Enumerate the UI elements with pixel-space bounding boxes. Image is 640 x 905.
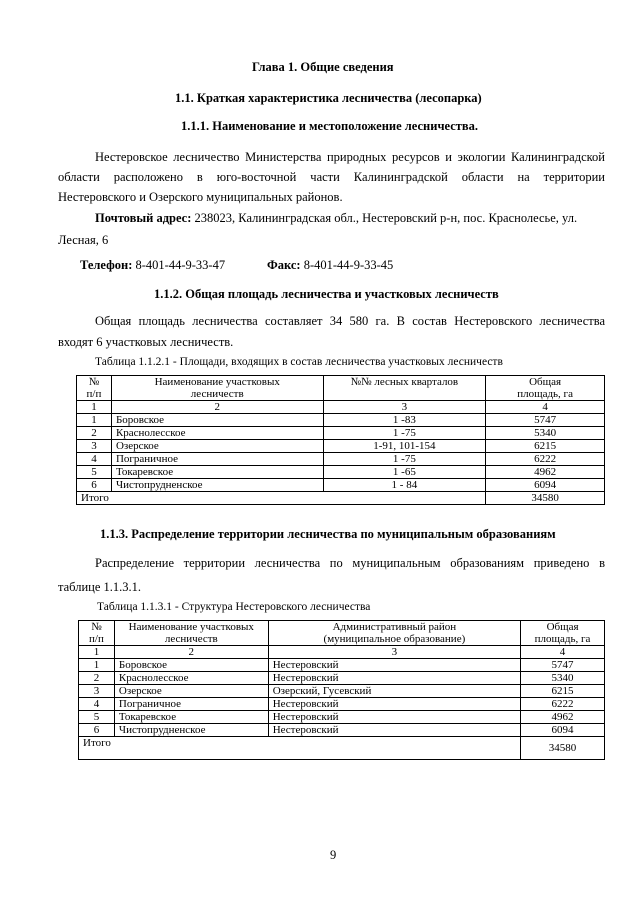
table-row (79, 698, 605, 711)
table2-header-area: Общая площадь, га (521, 621, 605, 646)
table1-cell-num: 4 (77, 453, 112, 466)
table2-index-cell: 4 (521, 646, 605, 659)
table-row (77, 466, 605, 479)
table2-cell-area: 6215 (521, 685, 605, 698)
table2-cell-admin: Нестеровский (268, 698, 520, 711)
table2-header-num: № п/п (79, 621, 115, 646)
postal-address (95, 211, 577, 226)
table-1-1-3-1 (78, 620, 605, 760)
table-row (79, 711, 605, 724)
para1-line2: области расположено в юго-восточной части Калининградской области на территории (58, 170, 605, 184)
table2-cell-area: 5340 (521, 672, 605, 685)
table2-cell-num: 1 (79, 659, 115, 672)
phone-label: Телефон: (80, 258, 133, 272)
table2-index-row (79, 646, 605, 659)
table1-index-cell: 3 (323, 401, 486, 414)
table1-cell-area: 6215 (486, 440, 605, 453)
para3-line2: таблице 1.1.3.1. (58, 580, 142, 594)
table1-cell-name: Краснолесское (111, 427, 323, 440)
fax-label: Факс: (267, 258, 301, 272)
para2-line2: входят 6 участковых лесничеств. (58, 335, 234, 349)
table1-total-row (77, 492, 605, 505)
table2-cell-name: Чистопрудненское (114, 724, 268, 737)
table-row (77, 440, 605, 453)
table2-cell-num: 5 (79, 711, 115, 724)
table1-cell-num: 5 (77, 466, 112, 479)
table2-cell-admin: Нестеровский (268, 711, 520, 724)
table1-cell-quarters: 1 -83 (323, 414, 486, 427)
table-row (77, 414, 605, 427)
table-row (79, 685, 605, 698)
table1-index-cell: 4 (486, 401, 605, 414)
table2-cell-num: 6 (79, 724, 115, 737)
table2-index-cell: 2 (114, 646, 268, 659)
phone (80, 258, 225, 273)
section-1-1-3-heading: 1.1.3. Распределение территории лесничества по муниципальным образованиям (100, 527, 556, 541)
table1-header-area: Общая площадь, га (486, 376, 605, 401)
postal-label: Почтовый адрес: (95, 211, 192, 225)
table1-cell-quarters: 1 -75 (323, 427, 486, 440)
table1-cell-quarters: 1 -65 (323, 466, 486, 479)
postal-address-line2: Лесная, 6 (58, 233, 109, 247)
table-row (77, 427, 605, 440)
table2-cell-num: 4 (79, 698, 115, 711)
table1-cell-num: 1 (77, 414, 112, 427)
table1-cell-name: Токаревское (111, 466, 323, 479)
postal-value: 238023, Калининградская обл., Нестеровский р-н, пос. Краснолесье, ул. (191, 211, 578, 225)
table2-index-cell: 3 (268, 646, 520, 659)
table2-cell-area: 5747 (521, 659, 605, 672)
chapter-title: Глава 1. Общие сведения (252, 60, 394, 74)
table-row (79, 672, 605, 685)
table2-cell-name: Пограничное (114, 698, 268, 711)
table2-cell-name: Боровское (114, 659, 268, 672)
table1-cell-area: 6094 (486, 479, 605, 492)
para1-line1: Нестеровское лесничество Министерства природных ресурсов и экологии Калининградской (95, 150, 605, 164)
para3-line1: Распределение территории лесничества по муниципальным образованиям приведено в (95, 556, 605, 570)
table1-cell-name: Боровское (111, 414, 323, 427)
para2-line1: Общая площадь лесничества составляет 34 580 га. В состав Нестеровского лесничества (95, 314, 605, 328)
table1-cell-num: 2 (77, 427, 112, 440)
table1-cell-num: 6 (77, 479, 112, 492)
section-1-1-1-heading: 1.1.1. Наименование и местоположение лесничества. (181, 119, 479, 133)
table1-cell-area: 5340 (486, 427, 605, 440)
table1-cell-area: 6222 (486, 453, 605, 466)
table1-total-value: 34580 (486, 492, 605, 505)
table2-cell-num: 3 (79, 685, 115, 698)
table2-caption: Таблица 1.1.3.1 - Структура Нестеровского лесничества (97, 601, 371, 613)
table2-cell-name: Озерское (114, 685, 268, 698)
table2-total-label: Итого (79, 737, 521, 760)
table2-cell-area: 6222 (521, 698, 605, 711)
table1-header-quarters: №№ лесных кварталов (323, 376, 486, 401)
table2-cell-admin: Озерский, Гусевский (268, 685, 520, 698)
page-number: 9 (330, 848, 337, 862)
table2-index-cell: 1 (79, 646, 115, 659)
table1-cell-name: Озерское (111, 440, 323, 453)
table1-header-row (77, 376, 605, 401)
table2-cell-num: 2 (79, 672, 115, 685)
table1-total-label: Итого (77, 492, 486, 505)
table2-cell-name: Краснолесское (114, 672, 268, 685)
table1-index-row (77, 401, 605, 414)
table1-cell-name: Пограничное (111, 453, 323, 466)
table-row (79, 659, 605, 672)
table2-cell-admin: Нестеровский (268, 724, 520, 737)
table1-caption: Таблица 1.1.2.1 - Площади, входящих в состав лесничества участковых лесничеств (95, 356, 503, 368)
table-row (77, 479, 605, 492)
section-1-1-heading: 1.1. Краткая характеристика лесничества (лесопарка) (175, 91, 482, 105)
section-1-1-2-heading: 1.1.2. Общая площадь лесничества и участковых лесничеств (154, 287, 499, 301)
table2-header-row (79, 621, 605, 646)
table1-cell-quarters: 1 - 84 (323, 479, 486, 492)
table2-cell-area: 6094 (521, 724, 605, 737)
table1-cell-area: 5747 (486, 414, 605, 427)
table1-cell-area: 4962 (486, 466, 605, 479)
table2-total-value: 34580 (521, 737, 605, 760)
table1-header-num: № п/п (77, 376, 112, 401)
fax (267, 258, 393, 273)
table1-cell-quarters: 1-91, 101-154 (323, 440, 486, 453)
table2-cell-name: Токаревское (114, 711, 268, 724)
table2-total-row (79, 737, 605, 760)
fax-value: 8-401-44-9-33-45 (300, 258, 394, 272)
table2-header-name: Наименование участковых лесничеств (114, 621, 268, 646)
table-row (77, 453, 605, 466)
table1-index-cell: 2 (111, 401, 323, 414)
para1-line3: Нестеровского и Озерского муниципальных районов. (58, 190, 343, 204)
table1-cell-name: Чистопрудненское (111, 479, 323, 492)
phone-value: 8-401-44-9-33-47 (132, 258, 226, 272)
table2-cell-admin: Нестеровский (268, 659, 520, 672)
table1-cell-quarters: 1 -75 (323, 453, 486, 466)
table2-cell-area: 4962 (521, 711, 605, 724)
table1-header-name: Наименование участковых лесничеств (111, 376, 323, 401)
table2-header-admin: Административный район (муниципальное образование) (268, 621, 520, 646)
table1-index-cell: 1 (77, 401, 112, 414)
table1-cell-num: 3 (77, 440, 112, 453)
table-1-1-2-1 (76, 375, 605, 505)
table-row (79, 724, 605, 737)
table2-cell-admin: Нестеровский (268, 672, 520, 685)
